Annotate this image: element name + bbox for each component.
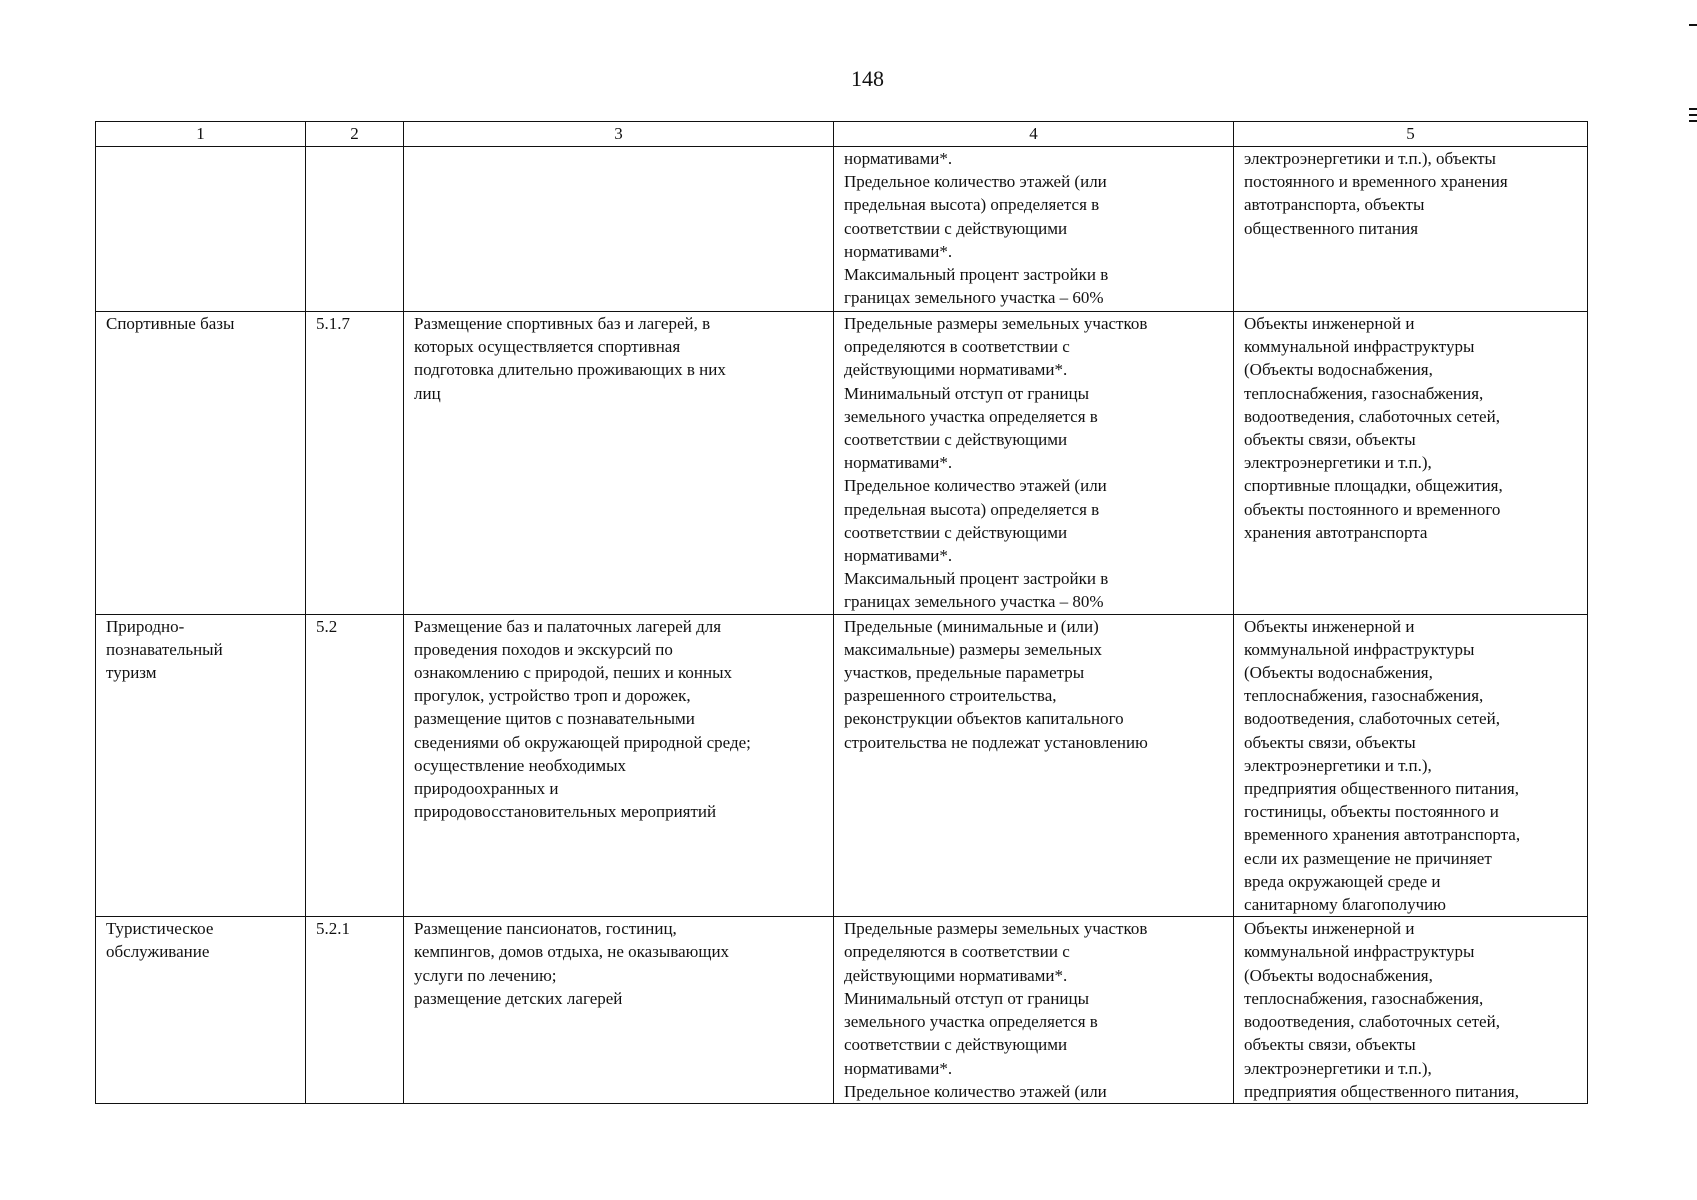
use-type-description: Размещение спортивных баз и лагерей, в которых осуществляется спортивная подготовка длительно проживающих в них лиц — [404, 312, 834, 615]
use-type-objects: Объекты инженерной и коммунальной инфраструктуры (Объекты водоснабжения, теплоснабжения, газоснабжения, водоотведения, слаботочных сетей, объекты связи, объекты электроэнергетики и т.п.), предприятия общественного питания, гостиницы, объекты постоянного и временного хранения автотранспорта, если их размещение не причиняет вреда окружающей среде и санитарному благополучию — [1234, 614, 1588, 917]
margin-mark — [1689, 114, 1697, 116]
use-type-name: Спортивные базы — [96, 312, 306, 615]
use-type-name — [96, 147, 306, 312]
use-type-code: 5.2.1 — [306, 917, 404, 1104]
use-type-description: Размещение баз и палаточных лагерей для проведения походов и экскурсий по ознакомлению с природой, пеших и конных прогулок, устройство троп и дорожек, размещение щитов с познавательными сведениями об окружающей природной среде; осуществление необходимых природоохранных и природовосстановительных мероприятий — [404, 614, 834, 917]
zoning-table — [95, 121, 1588, 1104]
use-type-description: Размещение пансионатов, гостиниц, кемпингов, домов отдыха, не оказывающих услуги по лечению; размещение детских лагерей — [404, 917, 834, 1104]
use-type-parameters: Предельные (минимальные и (или) максимальные) размеры земельных участков, предельные параметры разрешенного строительства, реконструкции объектов капитального строительства не подлежат установлению — [834, 614, 1234, 917]
margin-mark — [1689, 108, 1697, 110]
table-row — [96, 147, 1588, 312]
use-type-objects: электроэнергетики и т.п.), объекты постоянного и временного хранения автотранспорта, объекты общественного питания — [1234, 147, 1588, 312]
table-row — [96, 312, 1588, 615]
use-type-description — [404, 147, 834, 312]
table-row — [96, 917, 1588, 1104]
page-number: 148 — [851, 66, 884, 91]
margin-mark — [1689, 120, 1697, 122]
margin-mark — [1689, 24, 1697, 26]
use-type-code — [306, 147, 404, 312]
use-type-objects: Объекты инженерной и коммунальной инфраструктуры (Объекты водоснабжения, теплоснабжения, газоснабжения, водоотведения, слаботочных сетей, объекты связи, объекты электроэнергетики и т.п.), спортивные площадки, общежития, объекты постоянного и временного хранения автотранспорта — [1234, 312, 1588, 615]
use-type-parameters: нормативами*. Предельное количество этажей (или предельная высота) определяется в соответствии с действующими нормативами*. Максимальный процент застройки в границах земельного участка – 60% — [834, 147, 1234, 312]
use-type-code: 5.1.7 — [306, 312, 404, 615]
use-type-parameters: Предельные размеры земельных участков определяются в соответствии с действующими нормативами*. Минимальный отступ от границы земельного участка определяется в соответствии с действующими нормативами*. Предельное количество этажей (или — [834, 917, 1234, 1104]
table-row — [96, 614, 1588, 917]
use-type-code: 5.2 — [306, 614, 404, 917]
column-header-3: 3 — [404, 122, 834, 147]
use-type-objects: Объекты инженерной и коммунальной инфраструктуры (Объекты водоснабжения, теплоснабжения, газоснабжения, водоотведения, слаботочных сетей, объекты связи, объекты электроэнергетики и т.п.), предприятия общественного питания, — [1234, 917, 1588, 1104]
header-row — [96, 122, 1588, 147]
use-type-parameters: Предельные размеры земельных участков определяются в соответствии с действующими нормативами*. Минимальный отступ от границы земельного участка определяется в соответствии с действующими нормативами*. Предельное количество этажей (или предельная высота) определяется в соответствии с действующими нормативами*. Максимальный процент застройки в границах земельного участка – 80% — [834, 312, 1234, 615]
column-header-5: 5 — [1234, 122, 1588, 147]
use-type-name: Природно- познавательный туризм — [96, 614, 306, 917]
column-header-2: 2 — [306, 122, 404, 147]
column-header-4: 4 — [834, 122, 1234, 147]
use-type-name: Туристическое обслуживание — [96, 917, 306, 1104]
column-header-1: 1 — [96, 122, 306, 147]
